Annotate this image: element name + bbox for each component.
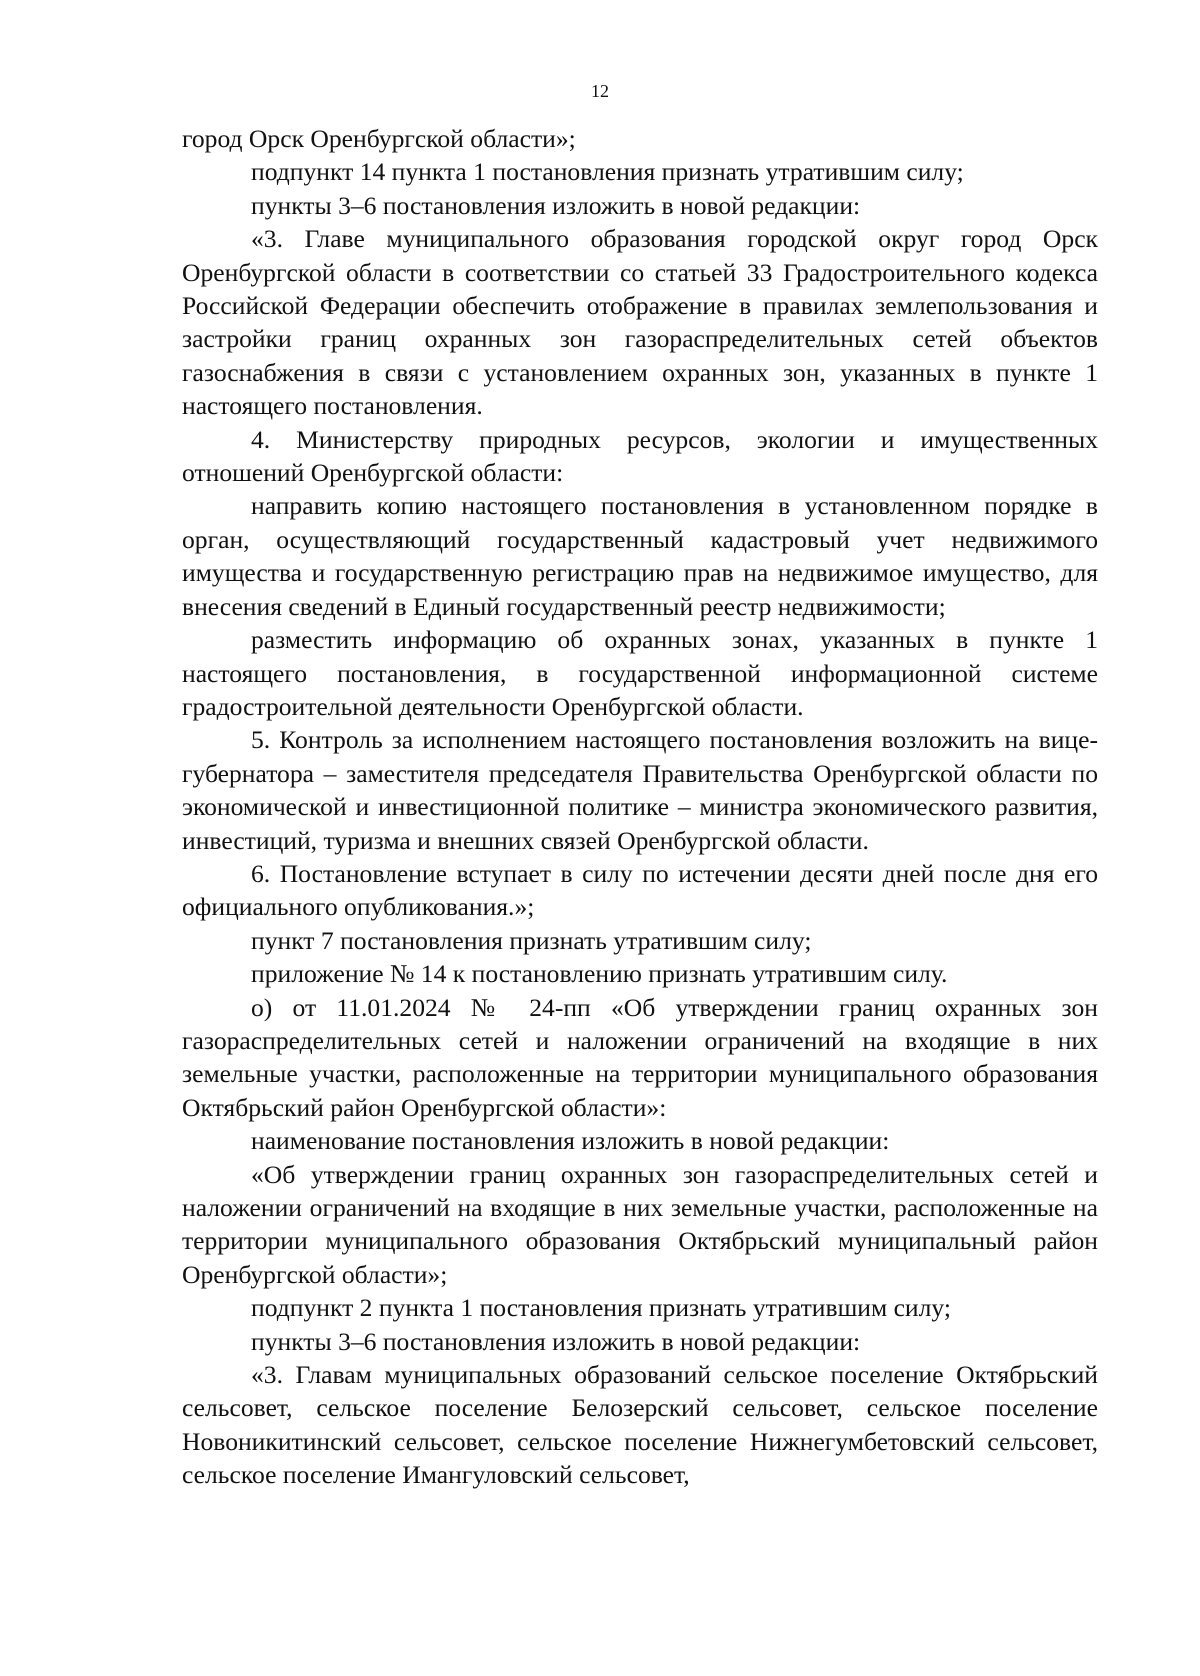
paragraph: наименование постановления изложить в новой редакции: — [251, 1126, 890, 1156]
paragraph: подпункт 2 пункта 1 постановления признать утратившим силу; — [251, 1293, 951, 1323]
paragraph: направить копию настоящего постановления в установленном порядке в орган, осуществляющий государственный кадастровый учет недвижимого имущества и государственную регистрацию прав на недвижимое имущество, для внесения сведений в Единый государственный реестр недвижимости; — [182, 491, 1098, 621]
document-body — [182, 122, 1098, 1492]
paragraph: приложение № 14 к постановлению признать утратившим силу. — [251, 959, 948, 989]
paragraph: подпункт 14 пункта 1 постановления признать утратившим силу; — [251, 157, 964, 187]
paragraph: «3. Главам муниципальных образований сельское поселение Октябрьский сельсовет, сельское поселение Белозерский сельсовет, сельское поселение Новоникитинский сельсовет, сельское поселение Нижнегумбетовский сельсовет, сельское поселение Имангуловский сельсовет, — [182, 1360, 1098, 1490]
paragraph: пункт 7 постановления признать утратившим силу; — [251, 925, 812, 955]
paragraph: пункты 3–6 постановления изложить в новой редакции: — [251, 1326, 861, 1356]
paragraph: 6. Постановление вступает в силу по истечении десяти дней после дня его официального опубликования.»; — [182, 858, 1098, 922]
paragraph: пункты 3–6 постановления изложить в новой редакции: — [251, 190, 861, 220]
paragraph: 5. Контроль за исполнением настоящего постановления возложить на вице-губернатора – заместителя председателя Правительства Оренбургской области по экономической и инвестиционной политике – министра экономического развития, инвестиций, туризма и внешних связей Оренбургской области. — [182, 725, 1098, 855]
paragraph: 4. Министерству природных ресурсов, экологии и имущественных отношений Оренбургской области: — [182, 424, 1098, 488]
paragraph: «Об утверждении границ охранных зон газораспределительных сетей и наложении ограничений на входящие в них земельные участки, расположенные на территории муниципального образования Октябрьский муниципальный район Оренбургской области»; — [182, 1159, 1098, 1289]
paragraph: «3. Главе муниципального образования городской округ город Орск Оренбургской области в соответствии со статьей 33 Градостроительного кодекса Российской Федерации обеспечить отображение в правилах землепользования и застройки границ охранных зон газораспределительных сетей объектов газоснабжения в связи с установлением охранных зон, указанных в пункте 1 настоящего постановления. — [182, 224, 1098, 421]
paragraph: город Орск Оренбургской области»; — [182, 124, 576, 153]
page-number: 12 — [591, 81, 609, 101]
paragraph: о) от 11.01.2024 № 24-пп «Об утверждении границ охранных зон газораспределительных сетей и наложении ограничений на входящие в них земельные участки, расположенные на территории муниципального образования Октябрьский район Оренбургской области»: — [182, 992, 1098, 1122]
paragraph: разместить информацию об охранных зонах, указанных в пункте 1 настоящего постановления, в государственной информационной системе градостроительной деятельности Оренбургской области. — [182, 625, 1098, 721]
